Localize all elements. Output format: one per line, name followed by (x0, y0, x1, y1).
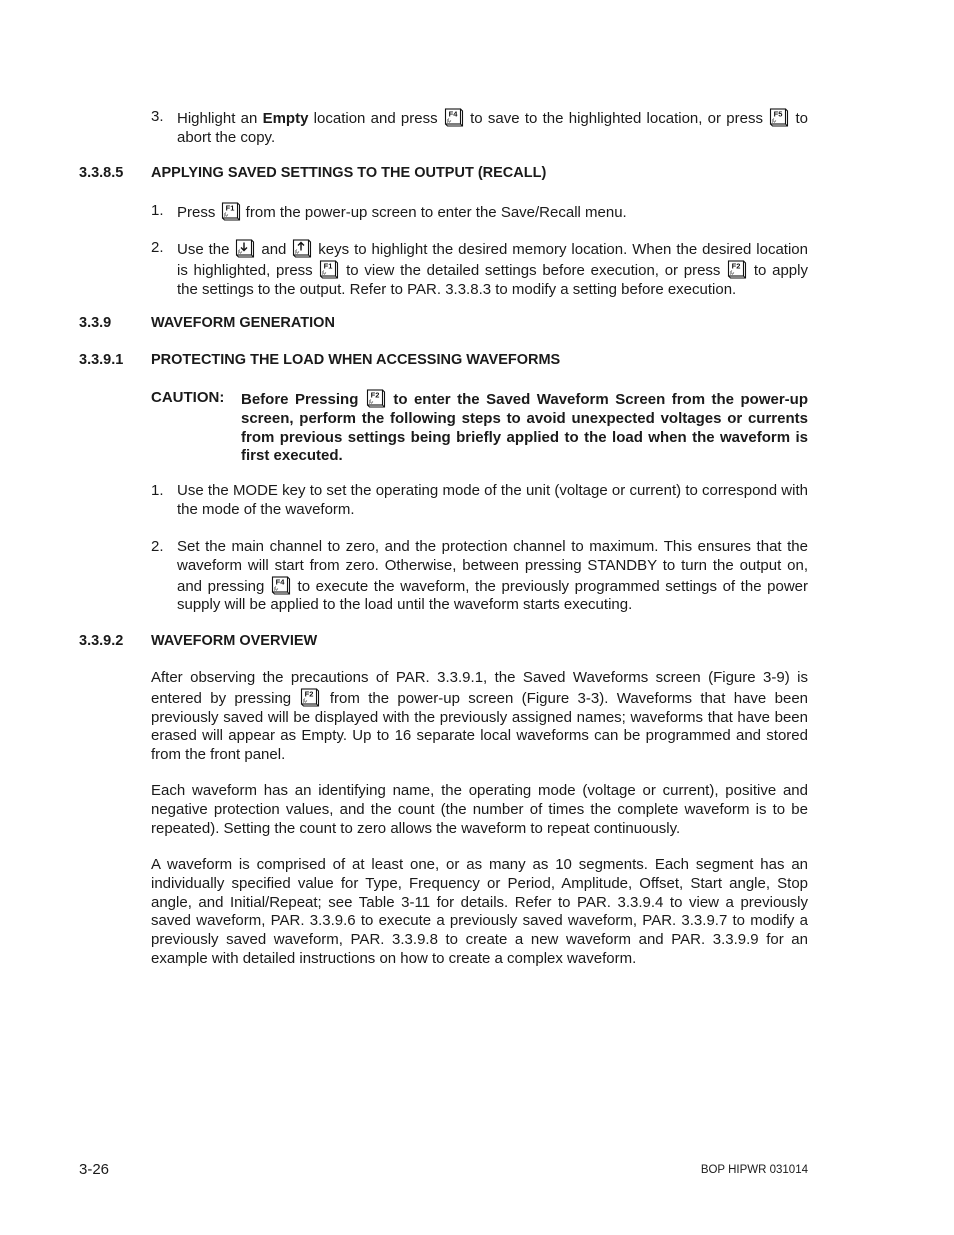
svg-text:F2: F2 (731, 261, 741, 271)
recall-step-1: Press F1 from the power-up screen to enter the Save/Recall menu. (177, 203, 627, 221)
overview-paragraph-2: Each waveform has an identifying name, the operating mode (voltage or current), positive and negative protection values, and the count (the number of times the complete waveform is to be repeated). Setting the count to zero allows the waveform to repeat continuously. (151, 782, 808, 837)
f2-key-icon (300, 688, 320, 707)
f1-key-icon (221, 202, 241, 221)
f5-key-icon (769, 108, 789, 127)
section-number: 3.3.9 (79, 315, 112, 331)
f2-key-icon (366, 389, 386, 408)
svg-text:F4: F4 (448, 109, 458, 119)
step-number: 2. (151, 239, 164, 256)
svg-text:F1: F1 (324, 261, 333, 271)
recall-step-2: Use the and keys to highlight the desired memory location. When the desired location is highlighted, press F1 to view the detailed settings before execution, or press F2 to apply the settings to the output. Refer to PAR. 3.3.8.3 to modify a setting before execution. (177, 241, 808, 298)
document-id: BOP HIPWR 031014 (700, 1164, 808, 1176)
f2-key-icon (727, 260, 747, 279)
svg-text:F5: F5 (773, 109, 783, 119)
protect-step-1: Use the MODE key to set the operating mode of the unit (voltage or current) to correspond with the mode of the waveform. (177, 482, 808, 518)
svg-text:F4: F4 (275, 577, 285, 587)
caution-text: Before Pressing F2 to enter the Saved Waveform Screen from the power-up screen, perform the following steps to avoid unexpected voltages or currents from previous settings being briefly applied to the load when the waveform is first executed. (241, 390, 808, 465)
step-number: 1. (151, 482, 164, 499)
section-heading: APPLYING SAVED SETTINGS TO THE OUTPUT (RECALL) (151, 165, 547, 181)
section-heading: WAVEFORM GENERATION (151, 315, 335, 331)
f4-key-icon (444, 108, 464, 127)
overview-paragraph-3: A waveform is comprised of at least one, or as many as 10 segments. Each segment has an individually specified value for Type, Frequency or Period, Amplitude, Offset, Start angle, Stop angle, and Initial/Repeat; see Table 3-11 for details. Refer to PAR. 3.3.9.4 to view a previously saved waveform, PAR. 3.3.9.6 to execute a previously saved waveform, PAR. 3.3.9.7 to modify a previously saved waveform, PAR. 3.3.9.8 to create a new waveform and PAR. 3.3.9.9 for an example with detailed instructions on how to create a complex waveform. (151, 856, 808, 967)
f1-key-icon (319, 260, 339, 279)
caution-label: CAUTION: (151, 389, 225, 406)
svg-text:F2: F2 (370, 390, 380, 400)
f4-key-icon (271, 576, 291, 595)
section-number: 3.3.9.1 (79, 352, 124, 368)
down-arrow-key-icon (235, 239, 255, 258)
step-copy-abort: Highlight an Empty location and press F4 to save to the highlighted location, or press F5 to abort the copy. (177, 109, 809, 146)
up-arrow-key-icon (292, 239, 312, 258)
svg-text:F1: F1 (225, 203, 234, 213)
step-number: 2. (151, 538, 164, 555)
protect-step-2: Set the main channel to zero, and the protection channel to maximum. This ensures that the waveform will start from zero. Otherwise, between pressing STANDBY to turn the output on, and pressing F4 to execute the waveform, the previously programmed settings of the power supply will be applied to the load until the waveform starts executing. (177, 538, 808, 614)
page-number: 3-26 (79, 1161, 110, 1178)
section-number: 3.3.8.5 (79, 165, 124, 181)
step-number: 3. (151, 108, 164, 125)
section-heading: WAVEFORM OVERVIEW (151, 633, 318, 649)
step-number: 1. (151, 202, 164, 219)
section-heading: PROTECTING THE LOAD WHEN ACCESSING WAVEFORMS (151, 352, 561, 368)
svg-text:F2: F2 (305, 689, 314, 699)
section-number: 3.3.9.2 (79, 633, 124, 649)
overview-paragraph-1: After observing the precautions of PAR. 3.3.9.1, the Saved Waveforms screen (Figure 3-9) is entered by pressing F2 from the power-up screen (Figure 3-3). Waveforms that have been previously saved will be displayed with the previously assigned names; waveforms that have been erased will appear as Empty. Up to 16 separate local waveforms can be programmed and stored from the front panel. (151, 669, 808, 764)
